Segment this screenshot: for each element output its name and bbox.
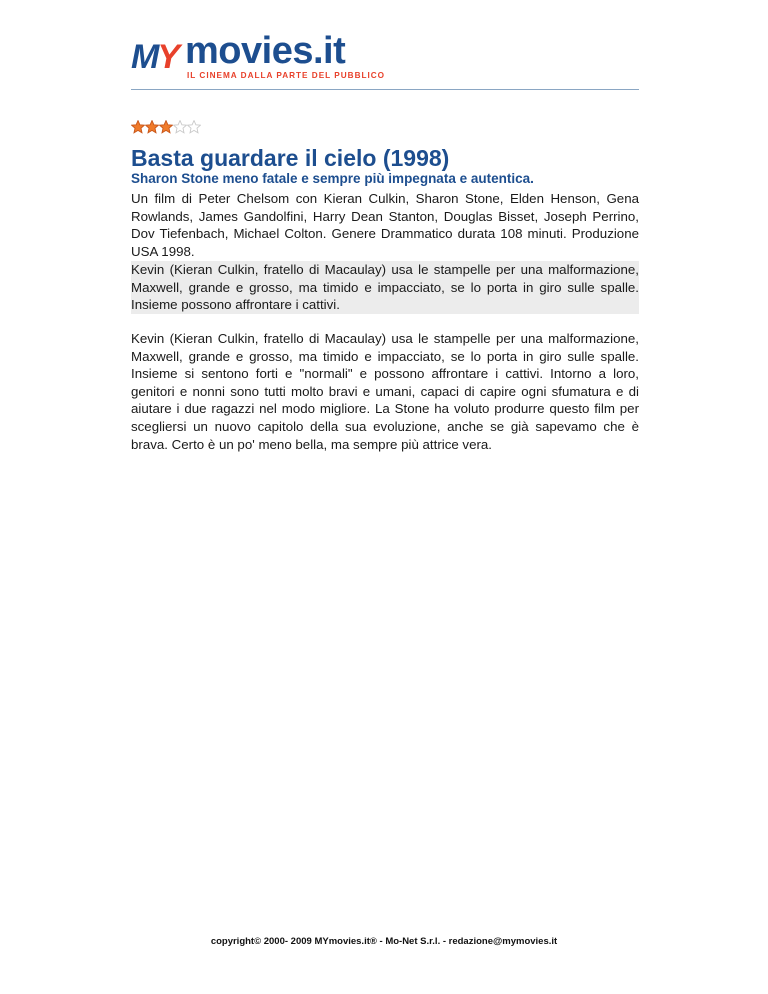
review-body: Kevin (Kieran Culkin, fratello di Macaulay) usa le stampelle per una malformazione, Maxwell, grande e grosso, ma timido e impacciato, se lo porta in giro sulle spalle. Insieme si sentono forti e "normali" e possono affrontare i cattivi. Intorno a loro, genitori e nonni sono tutti molto bravi e umani, capaci di capire ogni sfumatura e di aiutare i due ragazzi nel modo migliore. La Stone ha voluto produrre questo film per scegliersi un nuovo capitolo della sua evoluzione, anche se già sapevamo che è brava. Certo è un po' meno bella, ma sempre più attrice vera. [131,331,639,452]
header-divider [131,89,639,90]
logo-my-mark: MY [131,38,179,76]
star-filled-icon [131,120,145,134]
star-filled-icon [145,120,159,134]
star-filled-icon [159,120,173,134]
film-title: Basta guardare il cielo (1998) [131,145,450,171]
copyright-footer: copyright© 2000- 2009 MYmovies.it® - Mo-Net S.r.l. - redazione@mymovies.it [210,936,558,947]
logo-tagline: IL CINEMA DALLA PARTE DEL PUBBLICO [187,71,386,80]
film-credits: Un film di Peter Chelsom con Kieran Culkin, Sharon Stone, Elden Henson, Gena Rowlands, James Gandolfini, Harry Dean Stanton, Douglas Bisset, Joseph Perrino, Dov Tiefenbach, Michael Colton. Genere Drammatico durata 108 minuti. Produzione USA 1998. [131,191,639,259]
star-empty-icon [173,120,187,134]
logo-wordmark: movies.it [185,30,346,72]
star-rating [131,120,201,136]
star-empty-icon [187,120,201,134]
review-tagline: Sharon Stone meno fatale e sempre più impegnata e autentica. [131,171,534,186]
mymovies-logo[interactable] [131,30,431,80]
plot-summary: Kevin (Kieran Culkin, fratello di Macaulay) usa le stampelle per una malformazione, Maxwell, grande e grosso, ma timido e impacciato, se lo porta in giro sulle spalle. Insieme possono affrontare i cattivi. [131,262,639,313]
